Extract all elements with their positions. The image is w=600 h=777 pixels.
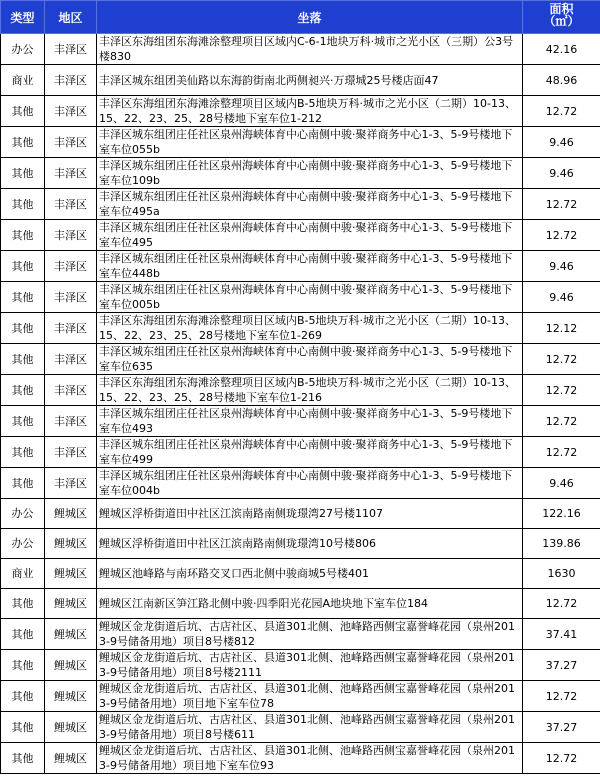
table-row [1, 344, 600, 375]
cell-location: 鲤城区金龙街道后坑、古店社区、县道301北侧、池峰路西侧宝嘉誉峰花园（泉州2013-9号储备用地）项目8号楼611 [97, 712, 523, 743]
header-area [523, 1, 600, 34]
cell-area: 139.86 [523, 529, 600, 559]
cell-area: 12.72 [523, 743, 600, 774]
cell-location: 丰泽区城东组团庄任社区泉州海峡体育中心南侧中骏·聚祥商务中心1-3、5-9号楼地下室车位493 [97, 406, 523, 437]
cell-district: 丰泽区 [45, 127, 97, 158]
cell-district: 鲤城区 [45, 499, 97, 529]
cell-type: 其他 [1, 619, 45, 650]
cell-area: 12.72 [523, 220, 600, 251]
table-row [1, 375, 600, 406]
cell-area: 1630 [523, 559, 600, 589]
cell-location: 丰泽区城东组团美仙路以东海韵街南北两侧昶兴·万璟城25号楼店面47 [97, 65, 523, 96]
cell-district: 丰泽区 [45, 375, 97, 406]
cell-district: 丰泽区 [45, 189, 97, 220]
cell-location: 丰泽区城东组团庄任社区泉州海峡体育中心南侧中骏·聚祥商务中心1-3、5-9号楼地下室车位055b [97, 127, 523, 158]
cell-type: 其他 [1, 96, 45, 127]
cell-area: 12.72 [523, 96, 600, 127]
cell-district: 鲤城区 [45, 619, 97, 650]
cell-type: 其他 [1, 375, 45, 406]
cell-district: 丰泽区 [45, 437, 97, 468]
cell-location: 丰泽区城东组团庄任社区泉州海峡体育中心南侧中骏·聚祥商务中心1-3、5-9号楼地下室车位499 [97, 437, 523, 468]
cell-type: 其他 [1, 437, 45, 468]
header-area-unit: （㎡） [543, 14, 580, 28]
cell-area: 37.27 [523, 712, 600, 743]
cell-location: 丰泽区东海组团东海滩涂整理项目区域内B-5地块万科·城市之光小区（二期）10-13、15、22、23、25、28号楼地下室车位1-212 [97, 96, 523, 127]
table-row [1, 282, 600, 313]
header-area-label: 面积 [549, 2, 574, 16]
cell-type: 其他 [1, 189, 45, 220]
cell-area: 12.72 [523, 406, 600, 437]
header-type: 类型 [1, 1, 45, 34]
cell-district: 鲤城区 [45, 650, 97, 681]
cell-location: 丰泽区城东组团庄任社区泉州海峡体育中心南侧中骏·聚祥商务中心1-3、5-9号楼地下室车位448b [97, 251, 523, 282]
cell-area: 9.46 [523, 127, 600, 158]
table-row [1, 251, 600, 282]
table-row [1, 589, 600, 619]
cell-type: 其他 [1, 158, 45, 189]
cell-type: 其他 [1, 127, 45, 158]
cell-type: 其他 [1, 344, 45, 375]
cell-location: 丰泽区城东组团庄任社区泉州海峡体育中心南侧中骏·聚祥商务中心1-3、5-9号楼地下室车位004b [97, 468, 523, 499]
table-row [1, 499, 600, 529]
table-row [1, 220, 600, 251]
cell-area: 37.41 [523, 619, 600, 650]
table-row [1, 313, 600, 344]
cell-district: 丰泽区 [45, 344, 97, 375]
cell-type: 办公 [1, 529, 45, 559]
table-row [1, 681, 600, 712]
header-location: 坐落 [97, 1, 523, 34]
cell-area: 122.16 [523, 499, 600, 529]
cell-district: 丰泽区 [45, 313, 97, 344]
cell-area: 9.46 [523, 251, 600, 282]
cell-location: 丰泽区东海组团东海滩涂整理项目区域内B-5地块万科·城市之光小区（二期）10-13、15、22、23、25、28号楼地下室车位1-216 [97, 375, 523, 406]
cell-location: 鲤城区浮桥街道田中社区江滨南路南侧珑璟湾27号楼1107 [97, 499, 523, 529]
cell-area: 12.72 [523, 589, 600, 619]
cell-area: 12.72 [523, 437, 600, 468]
cell-location: 鲤城区金龙街道后坑、古店社区、县道301北侧、池峰路西侧宝嘉誉峰花园（泉州2013-9号储备用地）项目地下室车位78 [97, 681, 523, 712]
cell-area: 9.46 [523, 158, 600, 189]
table-row [1, 529, 600, 559]
header-row [1, 1, 600, 34]
cell-type: 办公 [1, 34, 45, 65]
table-row [1, 189, 600, 220]
cell-area: 9.46 [523, 282, 600, 313]
cell-location: 丰泽区城东组团庄任社区泉州海峡体育中心南侧中骏·聚祥商务中心1-3、5-9号楼地下室车位635 [97, 344, 523, 375]
table-row [1, 127, 600, 158]
cell-location: 鲤城区浮桥街道田中社区江滨南路南侧珑璟湾10号楼806 [97, 529, 523, 559]
cell-district: 丰泽区 [45, 220, 97, 251]
table-row [1, 406, 600, 437]
cell-district: 丰泽区 [45, 468, 97, 499]
cell-location: 鲤城区江南新区笋江路北侧中骏·四季阳光花园A地块地下室车位184 [97, 589, 523, 619]
table-row [1, 34, 600, 65]
cell-location: 丰泽区城东组团庄任社区泉州海峡体育中心南侧中骏·聚祥商务中心1-3、5-9号楼地下室车位495 [97, 220, 523, 251]
cell-type: 商业 [1, 65, 45, 96]
table-row [1, 468, 600, 499]
table-row [1, 650, 600, 681]
cell-type: 办公 [1, 499, 45, 529]
cell-district: 鲤城区 [45, 529, 97, 559]
cell-type: 其他 [1, 251, 45, 282]
cell-district: 丰泽区 [45, 34, 97, 65]
cell-district: 鲤城区 [45, 712, 97, 743]
table-row [1, 743, 600, 774]
cell-district: 鲤城区 [45, 589, 97, 619]
table-row [1, 158, 600, 189]
table-row [1, 65, 600, 96]
table-row [1, 96, 600, 127]
cell-type: 其他 [1, 681, 45, 712]
cell-district: 丰泽区 [45, 158, 97, 189]
cell-type: 其他 [1, 220, 45, 251]
cell-area: 42.16 [523, 34, 600, 65]
cell-district: 丰泽区 [45, 282, 97, 313]
cell-district: 丰泽区 [45, 406, 97, 437]
table-row [1, 619, 600, 650]
cell-area: 9.46 [523, 468, 600, 499]
table-row [1, 559, 600, 589]
cell-district: 丰泽区 [45, 96, 97, 127]
cell-type: 商业 [1, 559, 45, 589]
table-row [1, 712, 600, 743]
cell-area: 12.72 [523, 375, 600, 406]
cell-location: 鲤城区金龙街道后坑、古店社区、县道301北侧、池峰路西侧宝嘉誉峰花园（泉州2013-9号储备用地）项目8号楼2111 [97, 650, 523, 681]
cell-area: 12.72 [523, 344, 600, 375]
cell-location: 丰泽区城东组团庄任社区泉州海峡体育中心南侧中骏·聚祥商务中心1-3、5-9号楼地下室车位495a [97, 189, 523, 220]
cell-type: 其他 [1, 650, 45, 681]
cell-area: 12.12 [523, 313, 600, 344]
cell-location: 鲤城区池峰路与南环路交叉口西北侧中骏商城5号楼401 [97, 559, 523, 589]
cell-location: 丰泽区城东组团庄任社区泉州海峡体育中心南侧中骏·聚祥商务中心1-3、5-9号楼地下室车位109b [97, 158, 523, 189]
cell-district: 鲤城区 [45, 559, 97, 589]
cell-district: 丰泽区 [45, 65, 97, 96]
cell-location: 鲤城区金龙街道后坑、古店社区、县道301北侧、池峰路西侧宝嘉誉峰花园（泉州2013-9号储备用地）项目8号楼812 [97, 619, 523, 650]
cell-district: 鲤城区 [45, 681, 97, 712]
cell-area: 12.72 [523, 189, 600, 220]
header-district: 地区 [45, 1, 97, 34]
cell-type: 其他 [1, 589, 45, 619]
table-row [1, 437, 600, 468]
cell-location: 丰泽区东海组团东海滩涂整理项目区域内C-6-1地块万科·城市之光小区（三期）公3号楼830 [97, 34, 523, 65]
cell-area: 37.27 [523, 650, 600, 681]
cell-location: 丰泽区东海组团东海滩涂整理项目区域内B-5地块万科·城市之光小区（二期）10-13、15、22、23、25、28号楼地下室车位1-269 [97, 313, 523, 344]
cell-location: 鲤城区金龙街道后坑、古店社区、县道301北侧、池峰路西侧宝嘉誉峰花园（泉州2013-9号储备用地）项目地下室车位93 [97, 743, 523, 774]
cell-area: 12.72 [523, 681, 600, 712]
cell-type: 其他 [1, 313, 45, 344]
cell-district: 丰泽区 [45, 251, 97, 282]
cell-location: 丰泽区城东组团庄任社区泉州海峡体育中心南侧中骏·聚祥商务中心1-3、5-9号楼地下室车位005b [97, 282, 523, 313]
cell-type: 其他 [1, 282, 45, 313]
cell-type: 其他 [1, 743, 45, 774]
cell-type: 其他 [1, 712, 45, 743]
cell-type: 其他 [1, 468, 45, 499]
cell-district: 鲤城区 [45, 743, 97, 774]
cell-type: 其他 [1, 406, 45, 437]
cell-area: 48.96 [523, 65, 600, 96]
